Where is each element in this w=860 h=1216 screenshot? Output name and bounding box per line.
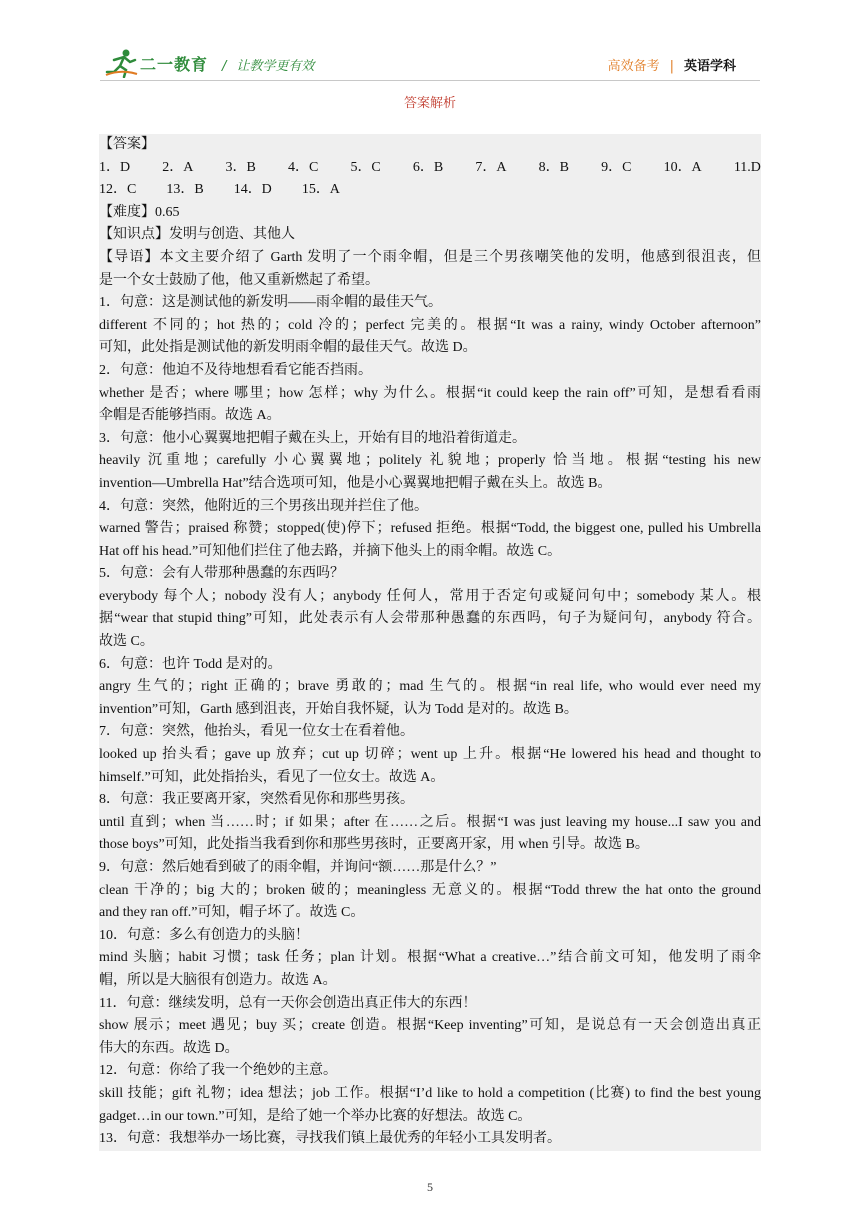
text-line: different 不同的；hot 热的；cold 冷的；perfect 完美的。根据“It was a rainy, windy October afternoon” bbox=[99, 317, 761, 333]
explanation-lines bbox=[99, 202, 761, 1151]
text-line: 【难度】0.65 bbox=[99, 204, 180, 220]
runner-icon bbox=[104, 48, 138, 78]
answer-item: 2．A bbox=[162, 159, 194, 175]
text-line: 11．句意：继续发明，总有一天你会创造出真正伟大的东西！ bbox=[99, 995, 477, 1011]
answer-item: 8．B bbox=[538, 159, 569, 175]
answer-item: 14．D bbox=[233, 182, 272, 198]
text-line: 12．句意：你给了我一个绝妙的主意。 bbox=[99, 1063, 337, 1079]
text-line: 是一个女士鼓励了他，他又重新燃起了希望。 bbox=[99, 272, 379, 288]
text-line: skill 技能；gift 礼物；idea 想法；job 工作。根据“I’d like to hold a competition (比赛) to find the best young bbox=[99, 1085, 761, 1101]
text-line: 5．句意：会有人带那种愚蠢的东西吗？ bbox=[99, 566, 344, 582]
answer-item: 10．A bbox=[663, 159, 702, 175]
text-line: 据“wear that stupid thing”可知，此处表示有人会带那种愚蠢的东西吗，句子为疑问句，anybody 符合。 bbox=[99, 611, 761, 627]
text-line: 帽，所以是大脑很有创造力。故选 A。 bbox=[99, 972, 337, 988]
text-line: 2．句意：他迫不及待地想看看它能否挡雨。 bbox=[99, 362, 372, 378]
text-line: 10．句意：多么有创造力的头脑！ bbox=[99, 927, 309, 943]
text-line: 7．句意：突然，他抬头，看见一位女士在看着他。 bbox=[99, 724, 414, 740]
text-line: 【导语】本文主要介绍了 Garth 发明了一个雨伞帽，但是三个男孩嘲笑他的发明，他感到很沮丧，但 bbox=[99, 249, 761, 265]
text-line: angry 生气的；right 正确的；brave 勇敢的；mad 生气的。根据“in real life, who would ever need my bbox=[99, 679, 761, 695]
text-line: heavily 沉重地；carefully 小心翼翼地；politely 礼貌地；properly 恰当地。根据“testing his new bbox=[99, 453, 761, 469]
text-line: 8．句意：我正要离开家，突然看见你和那些男孩。 bbox=[99, 792, 414, 808]
text-line: until 直到；when 当……时；if 如果；after 在……之后。根据“I was just leaving my house...I saw you and bbox=[99, 814, 761, 830]
slogan-slash: / bbox=[222, 59, 227, 74]
answer-item: 7．A bbox=[475, 159, 507, 175]
answer-item: 4．C bbox=[287, 159, 319, 175]
text-line: 故选 C。 bbox=[99, 634, 154, 650]
answers-row-1 bbox=[99, 157, 761, 180]
text-line: 4．句意：突然，他附近的三个男孩出现并拦住了他。 bbox=[99, 498, 428, 514]
text-line: 13．句意：我想举办一场比赛，寻找我们镇上最优秀的年轻小工具发明者。 bbox=[99, 1131, 561, 1147]
text-line: Hat off his head.”可知他们拦住了他去路，并摘下他头上的雨伞帽。故选 C。 bbox=[99, 543, 562, 559]
page-title: 答案解析 bbox=[403, 96, 456, 111]
page-header bbox=[0, 0, 860, 82]
answer-item: 11.D bbox=[733, 159, 761, 175]
tag-separator: | bbox=[669, 59, 674, 74]
text-line: 3．句意：他小心翼翼地把帽子戴在头上，开始有目的地沿着街道走。 bbox=[99, 430, 526, 446]
tag-subject: 英语学科 bbox=[683, 59, 736, 74]
text-line: 可知，此处指是测试他的新发明雨伞帽的最佳天气。故选 D。 bbox=[99, 340, 477, 356]
text-line: 6．句意：也许 Todd 是对的。 bbox=[99, 656, 282, 672]
text-line: warned 警告；praised 称赞；stopped(使)停下；refused 拒绝。根据“Todd, the biggest one, pulled his Umbrella bbox=[99, 521, 761, 537]
answers-row-2 bbox=[99, 179, 761, 202]
header-tags bbox=[608, 55, 736, 74]
text-line: everybody 每个人；nobody 没有人；anybody 任何人，常用于否定句或疑问句中；somebody 某人。根 bbox=[99, 588, 761, 604]
answer-content bbox=[99, 134, 761, 1151]
text-line: 伞帽是否能够挡雨。故选 A。 bbox=[99, 408, 281, 424]
answers-label: 【答案】 bbox=[99, 137, 155, 152]
text-line: show 展示；meet 遇见；buy 买；create 创造。根据“Keep inventing”可知，是说总有一天会创造出真正 bbox=[99, 1018, 761, 1034]
text-line: and they ran off.”可知，帽子坏了。故选 C。 bbox=[99, 905, 365, 921]
page-number: 5 bbox=[427, 1180, 433, 1194]
answer-item: 13．B bbox=[166, 182, 204, 198]
header-divider bbox=[100, 80, 760, 81]
answer-item: 3．B bbox=[225, 159, 256, 175]
answer-item: 12．C bbox=[99, 182, 137, 198]
answer-item: 15．A bbox=[301, 182, 340, 198]
text-line: gadget…in our town.”可知，是给了她一个举办比赛的好想法。故选 C。 bbox=[99, 1108, 532, 1124]
answer-item: 1．D bbox=[99, 159, 131, 175]
text-line: clean 干净的；big 大的；broken 破的；meaningless 无意义的。根据“Todd threw the hat onto the ground bbox=[99, 882, 761, 898]
slogan bbox=[222, 55, 314, 74]
text-line: those boys”可知，此处指当我看到你和那些男孩时，正要离开家，用 when 引导。故选 B。 bbox=[99, 837, 649, 853]
text-line: whether 是否；where 哪里；how 怎样；why 为什么。根据“it could keep the rain off”可知，是想看看雨 bbox=[99, 385, 761, 401]
logo-text: 二一教育 bbox=[140, 54, 209, 74]
text-line: 伟大的东西。故选 D。 bbox=[99, 1040, 239, 1056]
text-line: 1．句意：这是测试他的新发明——雨伞帽的最佳天气。 bbox=[99, 295, 442, 311]
text-line: invention”可知，Garth 感到沮丧，开始自我怀疑，认为 Todd 是对的。故选 B。 bbox=[99, 701, 578, 717]
answer-item: 9．C bbox=[601, 159, 632, 175]
text-line: mind 头脑；habit 习惯；task 任务；plan 计划。根据“What a creative…”结合前文可知，他发明了雨伞 bbox=[99, 950, 761, 966]
text-line: looked up 抬头看；gave up 放弃；cut up 切碎；went up 上升。根据“He lowered his head and thought to bbox=[99, 747, 761, 763]
text-line: invention—Umbrella Hat”结合选项可知，他是小心翼翼地把帽子戴在头上。故选 B。 bbox=[99, 475, 612, 491]
tag-exam-prep: 高效备考 bbox=[607, 59, 660, 74]
answer-item: 6．B bbox=[412, 159, 444, 175]
answer-item: 5．C bbox=[350, 159, 381, 175]
brand-logo bbox=[104, 48, 208, 78]
text-line: himself.”可知，此处指抬头，看见了一位女士。故选 A。 bbox=[99, 769, 445, 785]
slogan-text: 让教学更有效 bbox=[236, 59, 315, 74]
text-line: 9．句意：然后她看到破了的雨伞帽，并询问“额……那是什么？” bbox=[99, 860, 497, 875]
text-line: 【知识点】发明与创造、其他人 bbox=[99, 227, 295, 243]
